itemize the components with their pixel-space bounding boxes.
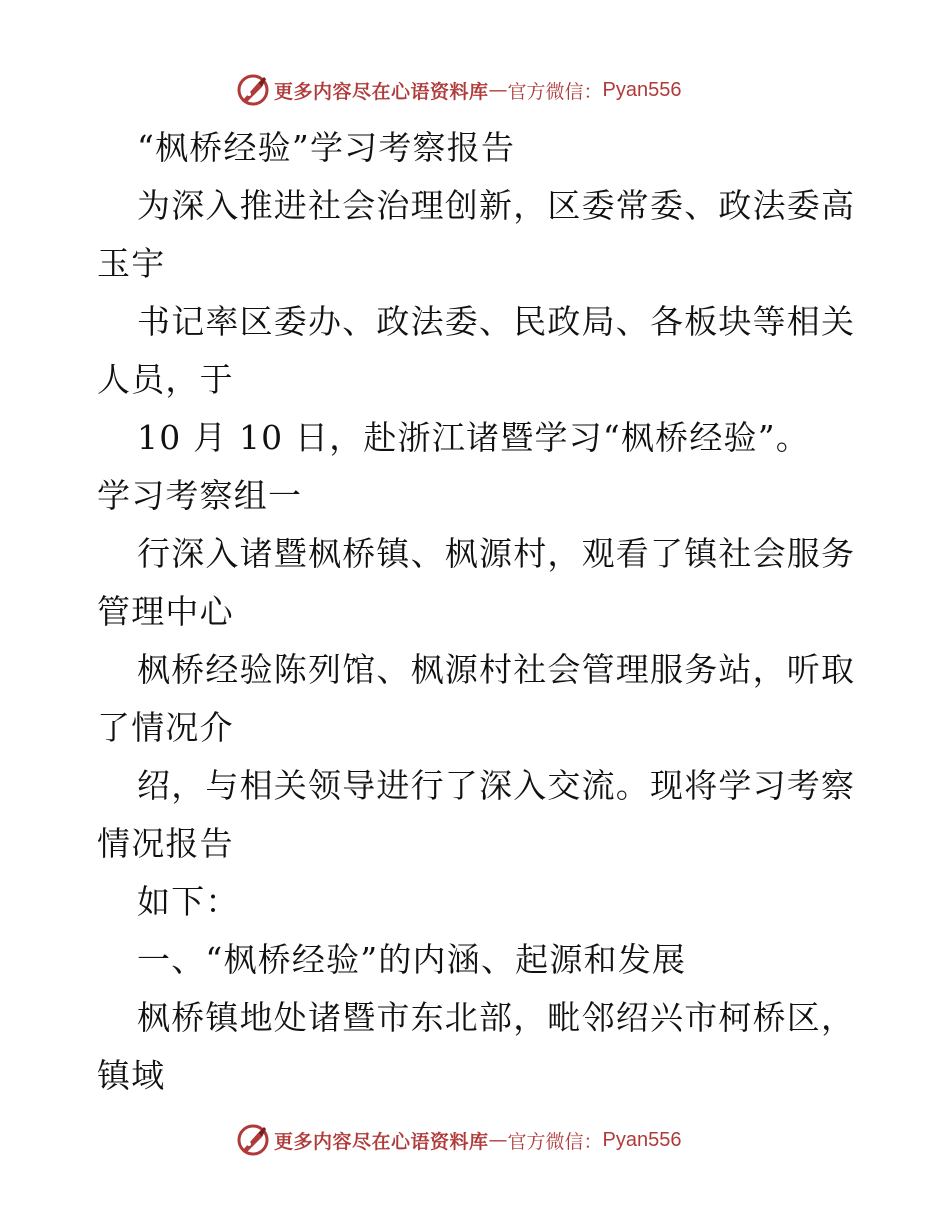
watermark-official-label: 官方微信： [507,80,603,103]
pen-logo-icon [236,1123,270,1157]
paragraph-line-9: 枫桥经验陈列馆、枫源村社会管理服务站，听取 [137,650,856,689]
paragraph-line-2: 玉宇 [97,244,166,283]
paragraph-line-12: 情况报告 [97,824,234,863]
watermark-account: Pyan556 [602,1128,682,1151]
paragraph-line-15: 枫桥镇地处诸暨市东北部，毗邻绍兴市柯桥区， [137,998,856,1037]
paragraph-line-5: 10 月 10 日，赴浙江诸暨学习“枫桥经验”。 [137,418,810,457]
watermark-banner-top [236,72,682,108]
watermark-official-label: 官方微信： [507,1130,603,1153]
paragraph-line-1: 为深入推进社会治理创新，区委常委、政法委高 [137,186,856,225]
watermark-banner-bottom [236,1122,682,1158]
section-heading-1: 一、“枫桥经验”的内涵、起源和发展 [137,940,687,979]
watermark-separator: — [488,1129,508,1151]
watermark-separator: — [488,79,508,101]
paragraph-line-3: 书记率区委办、政法委、民政局、各板块等相关 [137,302,856,341]
paragraph-line-10: 了情况介 [97,708,234,747]
document-title: “枫桥经验”学习考察报告 [137,128,516,167]
paragraph-line-6: 学习考察组一 [97,476,303,515]
watermark-brand: 更多内容尽在心语资料库 [274,1130,489,1153]
paragraph-line-8: 管理中心 [97,592,234,631]
paragraph-line-13: 如下： [137,882,240,921]
pen-logo-icon [236,73,270,107]
paragraph-line-11: 绍，与相关领导进行了深入交流。现将学习考察 [137,766,856,805]
paragraph-line-4: 人员，于 [97,360,234,399]
paragraph-line-7: 行深入诸暨枫桥镇、枫源村，观看了镇社会服务 [137,534,856,573]
paragraph-line-16: 镇域 [97,1056,166,1095]
watermark-account: Pyan556 [602,78,682,101]
watermark-brand: 更多内容尽在心语资料库 [274,80,489,103]
